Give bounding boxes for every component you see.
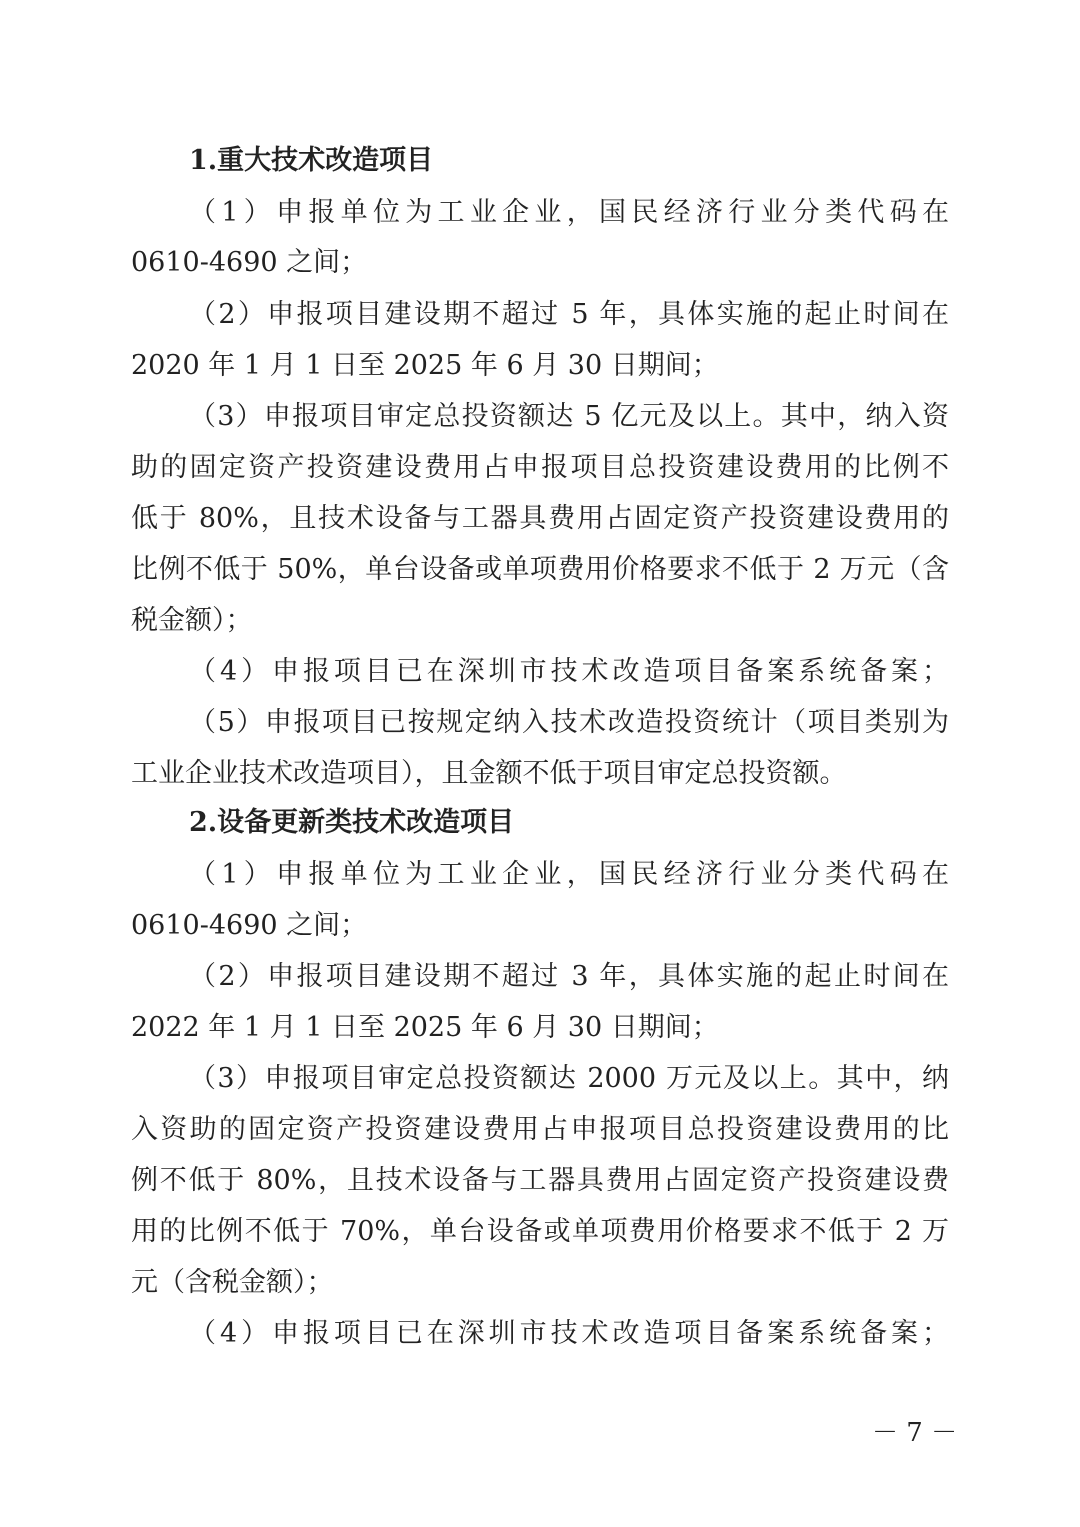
page-number: － 7 － [872,1418,958,1448]
paragraph-line: 用的比例不低于 70%，单台设备或单项费用价格要求不低于 2 万 [131,1216,949,1247]
paragraph-line: 例不低于 80%，且技术设备与工器具费用占固定资产投资建设费 [131,1165,949,1196]
paragraph-line: 助的固定资产投资建设费用占申报项目总投资建设费用的比例不 [131,452,949,483]
paragraph-line: 0610-4690 之间； [131,247,368,278]
paragraph-line: （4）申报项目已在深圳市技术改造项目备案系统备案； [189,1318,949,1349]
paragraph-line: （2）申报项目建设期不超过 3 年，具体实施的起止时间在 [189,961,949,992]
paragraph-line: 元（含税金额）； [131,1267,334,1298]
paragraph-line: （4）申报项目已在深圳市技术改造项目备案系统备案； [189,656,949,687]
paragraph-line: 0610-4690 之间； [131,910,368,941]
paragraph-line: （1）申报单位为工业企业，国民经济行业分类代码在 [189,859,949,890]
paragraph-line: 税金额）； [131,605,253,636]
paragraph-line: （5）申报项目已按规定纳入技术改造投资统计（项目类别为 [189,707,949,738]
paragraph-line: 比例不低于 50%，单台设备或单项费用价格要求不低于 2 万元（含 [131,554,949,585]
paragraph-line: 2020 年 1 月 1 日至 2025 年 6 月 30 日期间； [131,350,719,381]
paragraph-line: 工业企业技术改造项目），且金额不低于项目审定总投资额。 [131,758,847,789]
paragraph-line: （3）申报项目审定总投资额达 5 亿元及以上。其中，纳入资 [189,401,949,432]
paragraph-line: （3）申报项目审定总投资额达 2000 万元及以上。其中，纳 [189,1063,949,1094]
paragraph-line: 低于 80%，且技术设备与工器具费用占固定资产投资建设费用的 [131,503,949,534]
paragraph-line: （2）申报项目建设期不超过 5 年，具体实施的起止时间在 [189,299,949,330]
paragraph-line: 2022 年 1 月 1 日至 2025 年 6 月 30 日期间； [131,1012,719,1043]
section-heading-equipment-update: 2.设备更新类技术改造项目 [189,807,515,838]
paragraph-line: （1）申报单位为工业企业，国民经济行业分类代码在 [189,197,949,228]
section-heading-major-tech-renovation: 1.重大技术改造项目 [189,145,434,176]
paragraph-line: 入资助的固定资产投资建设费用占申报项目总投资建设费用的比 [131,1114,949,1145]
